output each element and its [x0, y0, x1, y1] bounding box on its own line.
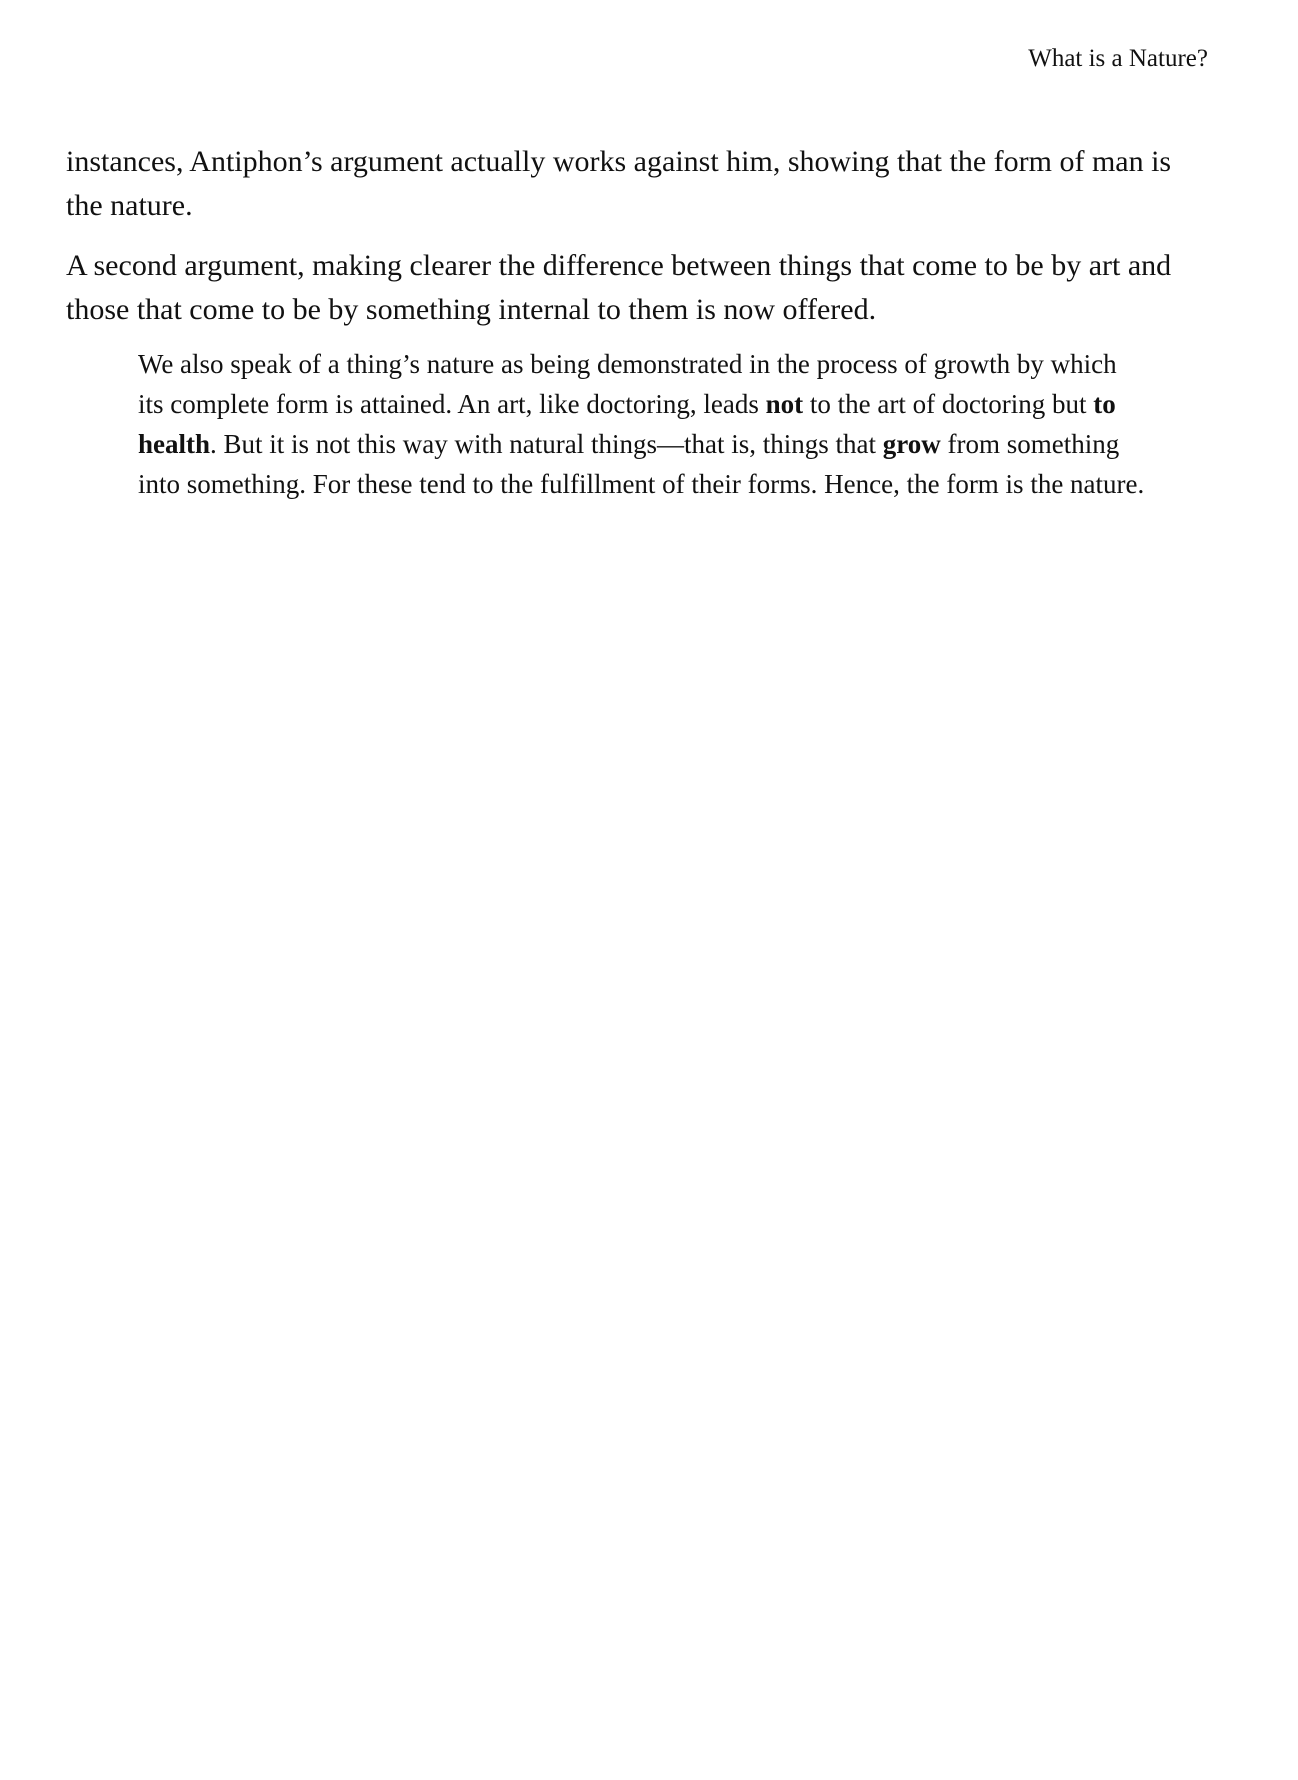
quote-text: from something into something. For these tend to the fulfillment of their forms. Hence, the form is the nature.	[138, 429, 1145, 499]
quote-emphasis-not: not	[765, 389, 804, 419]
quote-text: . But it is not this way with natural things—that is, things that	[210, 429, 883, 459]
paragraph-antiphon-conclusion: instances, Antiphon’s argument actually works against him, showing that the form of man is the nature.	[66, 145, 1172, 222]
block-quote	[138, 344, 1148, 504]
paragraph-second-argument: A second argument, making clearer the difference between things that come to be by art and those that come to be by something internal to them is now offered.	[66, 249, 1172, 326]
quote-emphasis-to-health: to health	[138, 389, 1116, 459]
body-text	[66, 140, 1214, 504]
quote-text: We also speak of a thing’s nature as being demonstrated in the process of growth by which its complete form is attained. An art, like doctoring, leads	[138, 349, 1117, 419]
quote-text: to the art of doctoring but	[803, 389, 1094, 419]
running-header: What is a Nature?	[1028, 45, 1208, 72]
quote-emphasis-grow: grow	[882, 429, 941, 459]
